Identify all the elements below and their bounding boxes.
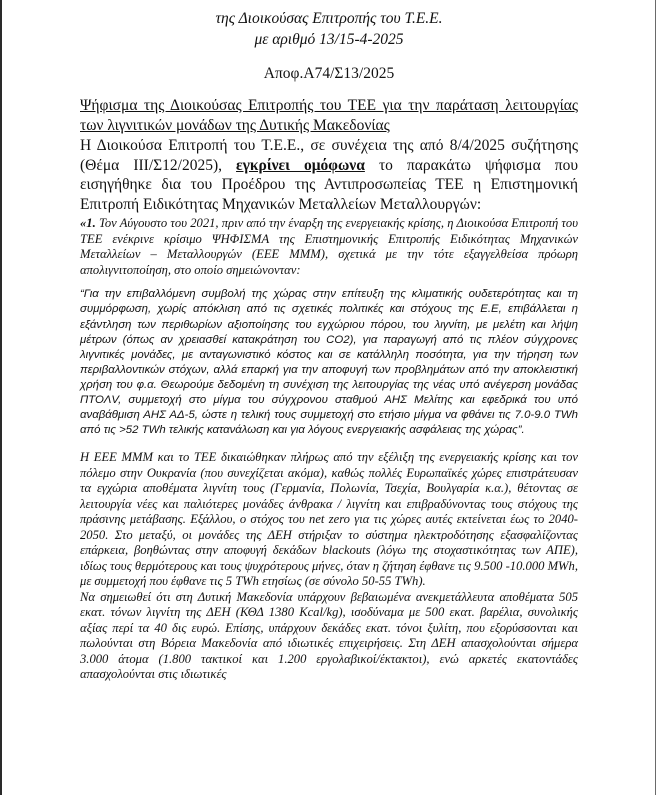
header-line-2: με αριθμό 13/15-4-2025 — [254, 31, 404, 48]
intro-emphasis: εγκρίνει ομόφωνα — [236, 156, 365, 174]
paragraph-1-text: Τον Αύγουστο του 2021, πριν από την έναρξη της ενεργειακής κρίσης, η Διοικούσα Επιτροπή του ΤΕΕ ενέκρινε κρίσιμο ΨΗΦΙΣΜΑ της Επιστημονικής Επιτροπής Ειδικότητας Μηχανικών Μεταλλείων – Μεταλλουργών (ΕΕΕ ΜΜΜ), σχετικά με την τότε εξαγγελθείσα πρόωρη απολιγνιτοποίηση, στο οποίο σημειώνονταν: — [80, 216, 578, 277]
document-page — [80, 0, 578, 683]
intro-before: Η Διοικούσα Επιτροπή του Τ.Ε.Ε., σε συνέχεια της από 8/4/2025 συζήτησης (Θέμα ΙΙΙ/Σ12/2025), — [80, 137, 578, 174]
intro-paragraph — [80, 136, 578, 214]
decision-reference: Αποφ.Α74/Σ13/2025 — [263, 65, 395, 82]
quoted-resolution: “Για την επιβαλλόμενη συμβολή της χώρας στην επίτευξη της κλιματικής ουδετερότητας και τη συμμόρφωση, χωρίς απόκλιση από τις σχετικές πολιτικές και στόχους της Ε.Ε, επιβάλλεται η εξάντληση των περιθωρίων αξιοποίησης του εγχώριου πόρου, του λιγνίτη, με μελέτη και λήψη μέτρων (όπως αν χρειασθεί κατακράτηση του CO2), για παραγωγή από τις πλέον σύγχρονες λιγνιτικές μονάδες, με ανταγωνιστικό κόστος και σε κατάλληλη ποσότητα, για την τήρηση των περιβαλλοντικών στόχων, αλλά επαρκή για την αποφυγή των προβλημάτων από την αποκλειστική χρήση του φ.α. Θεωρούμε δεδομένη τη συνέχιση της λειτουργίας της νέας υπό ανέγερση μονάδας ΠΤΟΛV, συμμετοχή στο μίγμα του σύγχρονου σταθμού ΑΗΣ Μελίτης και εφεδρικά του υπό αναβάθμιση ΑΗΣ ΑΔ-5, ώστε η τελική τους συμμετοχή στο ετήσιο μίγμα να φθάνει τις 7.0-9.0 TWh από τις >52 TWh τελικής κατανάλωση και για λόγους ενεργειακής ασφάλειας της χώρας”. — [80, 288, 578, 437]
subject-heading: Ψήφισμα της Διοικούσας Επιτροπής του ΤΕΕ για την παράταση λειτουργίας των λιγνιτικών μονάδων της Δυτικής Μακεδονίας — [80, 97, 578, 134]
left-border — [0, 0, 2, 795]
paragraph-2: Η ΕΕΕ ΜΜΜ και το ΤΕΕ δικαιώθηκαν πλήρως από την εξέλιξη της ενεργειακής κρίσης και τον πόλεμο στην Ουκρανία (που συνεχίζεται ακόμα), καθώς πολλές Ευρωπαϊκές χώρες επιστράτευσαν τα εγχώρια αποθέματα λιγνίτη τους (Γερμανία, Πολωνία, Τσεχία, Βουλγαρία κ.α.), θέτοντας σε λειτουργία νέες και παλιότερες μονάδες άνθρακα / λιγνίτη και επιβραδύνοντας τους στόχους της πράσινης μετάβασης. Εξάλλου, ο στόχος του net zero για τις χώρες αυτές εκτείνεται έως το 2040-2050. Στο μεταξύ, οι μονάδες της ΔΕΗ στήριξαν το σύστημα ηλεκτροδότησης εξασφαλίζοντας επάρκεια, βοηθώντας στην αποφυγή δεκάδων blackouts (λόγω της στοχαστικότητας των ΑΠΕ), ιδίως τους θερμότερους και τους ψυχρότερους μήνες, όταν η ζήτηση έφθανε τις 9.500 -10.000 MWh, με συμμετοχή που έφθανε τις 5 TWh ετησίως (σε σύνολο 50-55 TWh). — [80, 450, 578, 589]
intro-after: το παρακάτω ψήφισμα που εισηγήθηκε δια του Προέδρου της Αντιπροσωπείας ΤΕΕ η Επιστημονική Επιτροπή Ειδικότητας Μηχανικών Μεταλλείων Μεταλλουργών: — [80, 156, 579, 213]
paragraph-1-lead: «1. — [80, 216, 96, 230]
paragraph-3: Να σημειωθεί ότι στη Δυτική Μακεδονία υπάρχουν βεβαιωμένα ανεκμετάλλευτα αποθέματα 505 εκατ. τόνων λιγνίτη της ΔΕΗ (ΚΘΔ 1380 Kcal/kg), ισοδύναμα με 500 εκατ. βαρέλια, συνολικής αξίας περί τα 40 δις ευρώ. Επίσης, υπάρχουν δεκάδες εκατ. τόνοι ξυλίτη, που εξορύσσονται και πωλούνται στη Βόρεια Μακεδονία από ιδιωτικές επιχειρήσεις. Στη ΔΕΗ απασχολούνται σήμερα 3.000 άτομα (1.800 τακτικοί και 1.200 εργολαβικοί/έκτακτοι), ενώ αρκετές εκατοντάδες απασχολούνται στις ιδιωτικές — [80, 589, 578, 682]
header-line-1: της Διοικούσας Επιτροπής του Τ.Ε.Ε. — [215, 10, 443, 27]
paragraph-1 — [80, 216, 578, 278]
